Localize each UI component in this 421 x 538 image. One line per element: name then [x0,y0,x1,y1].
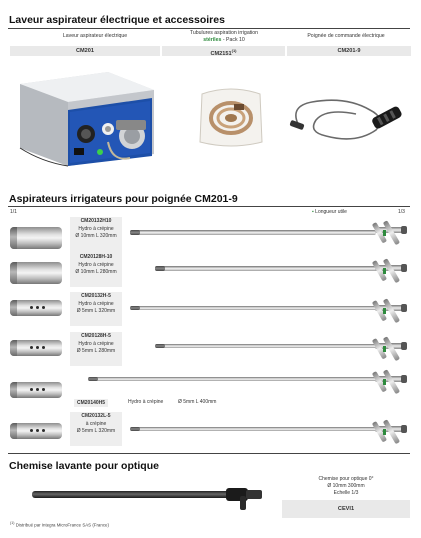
rod-info-box: CM20132H10 Hydro à crépine Ø 10mm L 320mm [70,217,122,257]
rod-handles-group [345,214,411,444]
rod-info-box: CM20128H-10 Hydro à crépine Ø 10mm L 280mm [70,253,122,287]
rod-thumbnail [10,382,62,398]
product-code-tubing: CM2151$^{(1)}$ [162,46,285,56]
section-rule [8,453,410,454]
sheath-code: CEVI1 [282,500,410,518]
rods-scale-left: 1/1 [10,209,17,215]
rod-thumbnail [10,227,62,249]
rod-info-box: CM20128H-5 Hydro à crépine Ø 5mm L 280mm [70,332,122,366]
product-header-tubing: Tubulures aspiration irrigation stériles - Pack 10 [189,30,259,43]
rod-shaft [88,377,378,381]
product-header-washer: Laveur aspirateur électrique [62,33,128,39]
rod-shaft [155,344,377,348]
rod-shaft [155,266,377,271]
section-title-rods: Aspirateurs irrigateurs pour poignée CM201-9 [9,193,238,205]
rod-info-box: CM20132H-5 Hydro à crépine Ø 5mm L 320mm [70,292,122,326]
rod-shaft [130,306,377,310]
section-title-washer: Laveur aspirateur électrique et accessoires [9,14,225,26]
rod-thumbnail [10,300,62,316]
control-handle-image [286,84,410,150]
rod-info-box: CM20132L-5 à crépine Ø 5mm L 320mm [70,412,122,446]
product-code-handle: CM201-9 [287,46,411,56]
sheath-label: Chemise pour optique 0° Ø 10mm 300mm Echelle 1/3 [318,476,374,496]
product-header-handle: Poignée de commande électrique [307,33,385,39]
washer-device-image [12,62,162,174]
section-rule [8,206,410,207]
rod-code-inline: CM20140H5 [74,399,108,407]
footnote: $^{(1)}$ Distribué par Integra MicroFrance SAS (France) [10,521,109,528]
rod-thumbnail [10,423,62,439]
rod-thumbnail [10,262,62,284]
length-marker-icon: ▪ [312,209,314,215]
section-title-sheath: Chemise lavante pour optique [9,460,159,472]
rod-thumbnail [10,340,62,356]
tubing-pack-image [196,84,266,150]
rod-shaft [130,230,376,235]
optic-sheath-image [30,482,270,512]
rod-desc-inline: Hydro à crépine [128,399,164,405]
useful-length-legend: ▪ Longueur utile [312,209,347,215]
product-code-washer: CM201 [10,46,160,56]
rods-scale-right: 1/3 [398,209,405,215]
rod-size-inline: Ø 5mm L 400mm [178,399,217,405]
section-rule [8,28,410,29]
rod-shaft [130,427,377,431]
